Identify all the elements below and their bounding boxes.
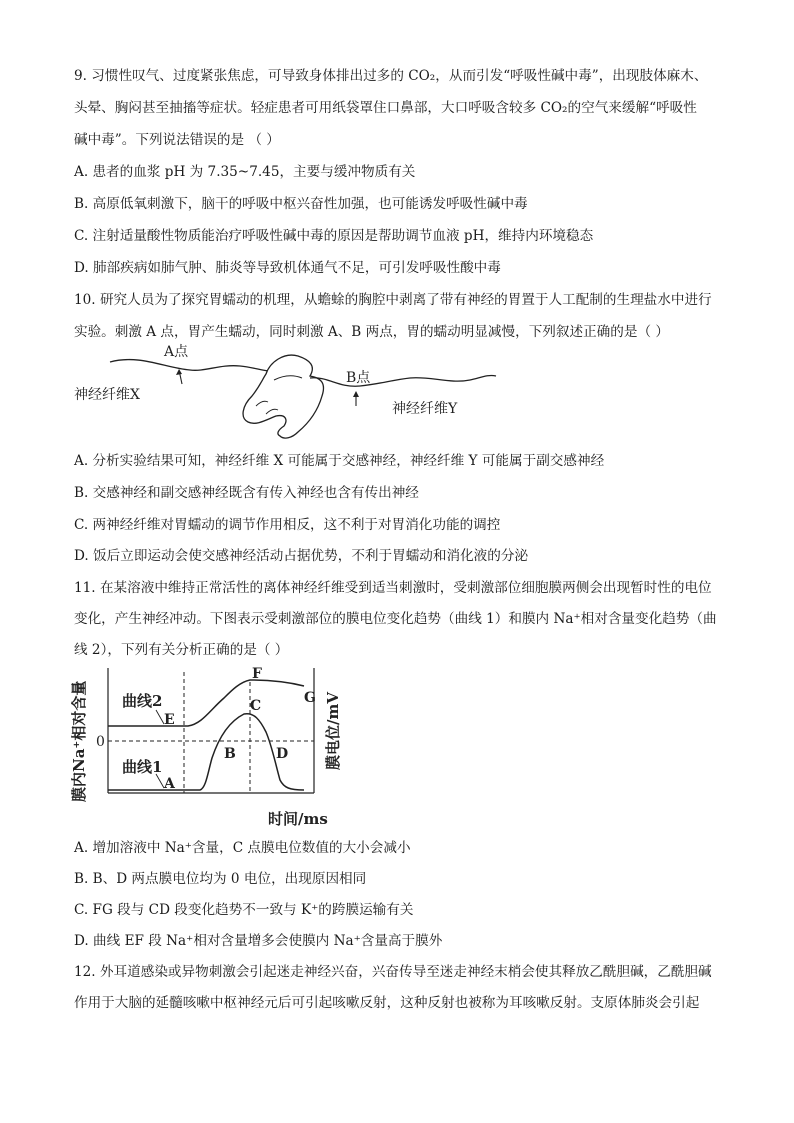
q9-option-d: D. 肺部疾病如肺气肿、肺炎等导致机体通气不足，可引发呼吸性酸中毒 (74, 260, 501, 276)
curve2-label: 曲线2 (122, 692, 163, 710)
q10-option-d: D. 饭后立即运动会使交感神经活动占据优势，不利于胃蠕动和消化液的分泌 (74, 548, 529, 564)
q9-stem-line-1: 9. 习惯性叹气、过度紧张焦虑，可导致身体排出过多的 CO₂，从而引发“呼吸性碱中毒”，出现肢体麻木、 (74, 68, 708, 84)
point-a: A (164, 776, 175, 792)
q11-stem-line-3: 线 2），下列有关分析正确的是（ ） (74, 642, 289, 658)
q9-stem-line-3: 碱中毒”。下列说法错误的是 （ ） (74, 132, 280, 148)
point-b: B (224, 746, 236, 762)
curve1-label: 曲线1 (122, 758, 163, 776)
curve-1 (108, 714, 304, 790)
q10-option-c: C. 两神经纤维对胃蠕动的调节作用相反，这不利于对胃消化功能的调控 (74, 517, 501, 533)
q9-option-b: B. 高原低氧刺激下，脑干的呼吸中枢兴奋性加强，也可能诱发呼吸性碱中毒 (74, 196, 528, 212)
q10-stem-line-1: 10. 研究人员为了探究胃蠕动的机理，从蟾蜍的胸腔中剥离了带有神经的胃置于人工配制的生理盐水中进行 (74, 292, 712, 308)
x-axis-title: 时间/ms (268, 810, 328, 828)
label-nerve-y: 神经纤维Y (392, 401, 458, 417)
q12-stem-line-2: 作用于大脑的延髓咳嗽中枢神经元后可引起咳嗽反射，这种反射也被称为耳咳嗽反射。支原体肺炎会引起 (74, 995, 700, 1011)
q9-option-a: A. 患者的血浆 pH 为 7.35~7.45，主要与缓冲物质有关 (74, 164, 416, 180)
q11-option-b: B. B、D 两点膜电位均为 0 电位，出现原因相同 (74, 871, 367, 887)
zero-label: 0 (96, 734, 105, 750)
stomach-shape (243, 355, 323, 438)
label-b-point: B点 (346, 370, 371, 386)
nerve-fiber-x (110, 360, 285, 372)
point-e: E (164, 712, 175, 728)
nerve-fiber-y (310, 375, 496, 386)
q11-option-d: D. 曲线 EF 段 Na⁺相对含量增多会使膜内 Na⁺含量高于膜外 (74, 933, 443, 949)
q11-option-a: A. 增加溶液中 Na⁺含量，C 点膜电位数值的大小会减小 (74, 840, 411, 856)
point-c: C (250, 698, 262, 714)
point-d: D (276, 746, 289, 762)
label-nerve-x: 神经纤维X (74, 387, 140, 403)
left-axis-title: 膜内Na⁺相对含量 (70, 680, 88, 802)
q9-option-c: C. 注射适量酸性物质能治疗呼吸性碱中毒的原因是帮助调节血液 pH，维持内环境稳态 (74, 228, 594, 244)
q10-stem-line-2: 实验。刺激 A 点，胃产生蠕动，同时刺激 A、B 两点，胃的蠕动明显减慢，下列叙述正确的是（ ） (74, 324, 669, 340)
q9-stem-line-2: 头晕、胸闷甚至抽搐等症状。轻症患者可用纸袋罩住口鼻部，大口呼吸含较多 CO₂的空气来缓解“呼吸性 (74, 100, 697, 116)
right-axis-title: 膜电位/mV (324, 692, 342, 770)
q10-option-a: A. 分析实验结果可知，神经纤维 X 可能属于交感神经，神经纤维 Y 可能属于副交感神经 (74, 453, 605, 469)
q11-stem-line-2: 变化，产生神经冲动。下图表示受刺激部位的膜电位变化趋势（曲线 1）和膜内 Na⁺相对含量变化趋势（曲 (74, 611, 717, 627)
q11-membrane-potential-figure (68, 662, 368, 832)
q11-option-c: C. FG 段与 CD 段变化趋势不一致与 K⁺的跨膜运输有关 (74, 902, 414, 918)
point-f: F (252, 666, 262, 682)
q10-option-b: B. 交感神经和副交感神经既含有传入神经也含有传出神经 (74, 485, 419, 501)
q12-stem-line-1: 12. 外耳道感染或异物刺激会引起迷走神经兴奋，兴奋传导至迷走神经末梢会使其释放乙酰胆碱，乙酰胆碱 (74, 964, 712, 980)
q10-stomach-figure (70, 340, 510, 450)
label-a-point: A点 (164, 344, 189, 360)
point-g: G (304, 690, 316, 706)
q11-stem-line-1: 11. 在某溶液中维持正常活性的离体神经纤维受到适当刺激时，受刺激部位细胞膜两侧会出现暂时性的电位 (74, 580, 712, 596)
